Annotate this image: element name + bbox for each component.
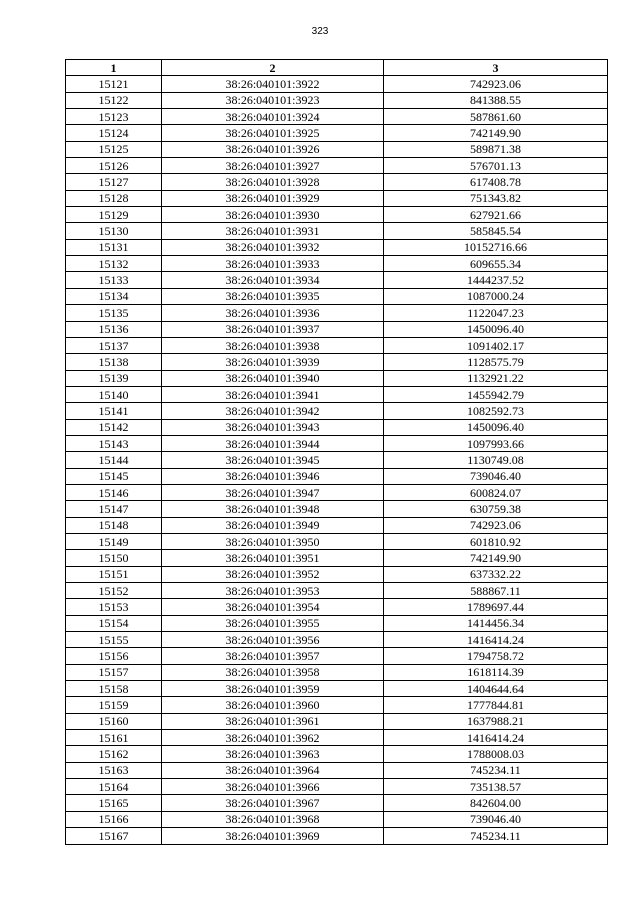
row-number-cell: 15130	[66, 223, 162, 239]
value-cell: 742923.06	[384, 517, 608, 533]
header-row	[66, 60, 608, 76]
value-cell: 1777844.81	[384, 697, 608, 713]
table-row	[66, 681, 608, 697]
value-cell: 1091402.17	[384, 337, 608, 353]
table-row	[66, 452, 608, 468]
cadastral-number-cell: 38:26:040101:3951	[162, 550, 384, 566]
row-number-cell: 15131	[66, 239, 162, 255]
value-cell: 1130749.08	[384, 452, 608, 468]
row-number-cell: 15154	[66, 615, 162, 631]
column-header-1: 1	[66, 60, 162, 76]
row-number-cell: 15166	[66, 811, 162, 827]
row-number-cell: 15132	[66, 256, 162, 272]
value-cell: 745234.11	[384, 828, 608, 844]
cadastral-number-cell: 38:26:040101:3955	[162, 615, 384, 631]
table-row	[66, 141, 608, 157]
row-number-cell: 15149	[66, 533, 162, 549]
row-number-cell: 15137	[66, 337, 162, 353]
value-cell: 739046.40	[384, 468, 608, 484]
table-row	[66, 109, 608, 125]
value-cell: 1097993.66	[384, 435, 608, 451]
row-number-cell: 15160	[66, 713, 162, 729]
cadastral-number-cell: 38:26:040101:3950	[162, 533, 384, 549]
value-cell: 841388.55	[384, 92, 608, 108]
value-cell: 742923.06	[384, 76, 608, 92]
value-cell: 745234.11	[384, 762, 608, 778]
cadastral-number-cell: 38:26:040101:3927	[162, 158, 384, 174]
cadastral-number-cell: 38:26:040101:3932	[162, 239, 384, 255]
row-number-cell: 15144	[66, 452, 162, 468]
value-cell: 1618114.39	[384, 664, 608, 680]
table-row	[66, 811, 608, 827]
value-cell: 1789697.44	[384, 599, 608, 615]
row-number-cell: 15136	[66, 321, 162, 337]
row-number-cell: 15158	[66, 681, 162, 697]
value-cell: 1637988.21	[384, 713, 608, 729]
cadastral-number-cell: 38:26:040101:3960	[162, 697, 384, 713]
value-cell: 1087000.24	[384, 288, 608, 304]
table-row	[66, 125, 608, 141]
row-number-cell: 15163	[66, 762, 162, 778]
cadastral-number-cell: 38:26:040101:3922	[162, 76, 384, 92]
cadastral-number-cell: 38:26:040101:3925	[162, 125, 384, 141]
table-row	[66, 566, 608, 582]
value-cell: 630759.38	[384, 501, 608, 517]
value-cell: 589871.38	[384, 141, 608, 157]
value-cell: 1404644.64	[384, 681, 608, 697]
cadastral-number-cell: 38:26:040101:3958	[162, 664, 384, 680]
cadastral-number-cell: 38:26:040101:3923	[162, 92, 384, 108]
row-number-cell: 15159	[66, 697, 162, 713]
cadastral-number-cell: 38:26:040101:3966	[162, 779, 384, 795]
table-row	[66, 403, 608, 419]
value-cell: 1122047.23	[384, 305, 608, 321]
row-number-cell: 15151	[66, 566, 162, 582]
row-number-cell: 15150	[66, 550, 162, 566]
table-row	[66, 272, 608, 288]
value-cell: 1455942.79	[384, 386, 608, 402]
row-number-cell: 15152	[66, 583, 162, 599]
value-cell: 1082592.73	[384, 403, 608, 419]
row-number-cell: 15134	[66, 288, 162, 304]
value-cell: 627921.66	[384, 207, 608, 223]
page-number: 323	[311, 26, 329, 37]
value-cell: 617408.78	[384, 174, 608, 190]
value-cell: 842604.00	[384, 795, 608, 811]
cadastral-number-cell: 38:26:040101:3969	[162, 828, 384, 844]
cadastral-number-cell: 38:26:040101:3934	[162, 272, 384, 288]
cadastral-number-cell: 38:26:040101:3930	[162, 207, 384, 223]
row-number-cell: 15155	[66, 632, 162, 648]
value-cell: 637332.22	[384, 566, 608, 582]
table-row	[66, 697, 608, 713]
table-header	[66, 60, 608, 76]
row-number-cell: 15138	[66, 354, 162, 370]
cadastral-number-cell: 38:26:040101:3963	[162, 746, 384, 762]
row-number-cell: 15121	[66, 76, 162, 92]
row-number-cell: 15135	[66, 305, 162, 321]
row-number-cell: 15140	[66, 386, 162, 402]
table-row	[66, 76, 608, 92]
table-row	[66, 239, 608, 255]
table-row	[66, 370, 608, 386]
row-number-cell: 15142	[66, 419, 162, 435]
table-row	[66, 501, 608, 517]
table-row	[66, 746, 608, 762]
value-cell: 742149.90	[384, 125, 608, 141]
cadastral-number-cell: 38:26:040101:3957	[162, 648, 384, 664]
cadastral-number-cell: 38:26:040101:3956	[162, 632, 384, 648]
value-cell: 1788008.03	[384, 746, 608, 762]
cadastral-number-cell: 38:26:040101:3945	[162, 452, 384, 468]
table-row	[66, 288, 608, 304]
cadastral-number-cell: 38:26:040101:3967	[162, 795, 384, 811]
table-row	[66, 664, 608, 680]
cadastral-number-cell: 38:26:040101:3937	[162, 321, 384, 337]
table-row	[66, 321, 608, 337]
cadastral-number-cell: 38:26:040101:3962	[162, 730, 384, 746]
table-row	[66, 468, 608, 484]
value-cell: 601810.92	[384, 533, 608, 549]
table-row	[66, 305, 608, 321]
row-number-cell: 15125	[66, 141, 162, 157]
value-cell: 1450096.40	[384, 321, 608, 337]
column-header-3: 3	[384, 60, 608, 76]
cadastral-number-cell: 38:26:040101:3943	[162, 419, 384, 435]
table-row	[66, 337, 608, 353]
table-row	[66, 158, 608, 174]
table-body	[66, 76, 608, 844]
cadastral-number-cell: 38:26:040101:3944	[162, 435, 384, 451]
row-number-cell: 15165	[66, 795, 162, 811]
table-row	[66, 223, 608, 239]
cadastral-number-cell: 38:26:040101:3929	[162, 190, 384, 206]
cadastral-number-cell: 38:26:040101:3939	[162, 354, 384, 370]
table-row	[66, 828, 608, 844]
cadastral-number-cell: 38:26:040101:3947	[162, 484, 384, 500]
table-row	[66, 583, 608, 599]
value-cell: 739046.40	[384, 811, 608, 827]
table-row	[66, 599, 608, 615]
table-row	[66, 92, 608, 108]
cadastral-number-cell: 38:26:040101:3954	[162, 599, 384, 615]
row-number-cell: 15123	[66, 109, 162, 125]
row-number-cell: 15161	[66, 730, 162, 746]
cadastral-number-cell: 38:26:040101:3935	[162, 288, 384, 304]
cadastral-number-cell: 38:26:040101:3942	[162, 403, 384, 419]
table-row	[66, 795, 608, 811]
row-number-cell: 15148	[66, 517, 162, 533]
value-cell: 600824.07	[384, 484, 608, 500]
row-number-cell: 15141	[66, 403, 162, 419]
row-number-cell: 15139	[66, 370, 162, 386]
cadastral-number-cell: 38:26:040101:3964	[162, 762, 384, 778]
row-number-cell: 15129	[66, 207, 162, 223]
row-number-cell: 15124	[66, 125, 162, 141]
value-cell: 1132921.22	[384, 370, 608, 386]
value-cell: 1128575.79	[384, 354, 608, 370]
row-number-cell: 15156	[66, 648, 162, 664]
row-number-cell: 15133	[66, 272, 162, 288]
column-header-2: 2	[162, 60, 384, 76]
table-row	[66, 207, 608, 223]
table-row	[66, 615, 608, 631]
row-number-cell: 15164	[66, 779, 162, 795]
table-row	[66, 190, 608, 206]
cadastral-number-cell: 38:26:040101:3940	[162, 370, 384, 386]
cadastral-number-cell: 38:26:040101:3949	[162, 517, 384, 533]
table-row	[66, 550, 608, 566]
cadastral-number-cell: 38:26:040101:3952	[162, 566, 384, 582]
table-row	[66, 632, 608, 648]
cadastral-number-cell: 38:26:040101:3931	[162, 223, 384, 239]
cadastral-number-cell: 38:26:040101:3933	[162, 256, 384, 272]
row-number-cell: 15143	[66, 435, 162, 451]
table-row	[66, 713, 608, 729]
value-cell: 1414456.34	[384, 615, 608, 631]
cadastral-number-cell: 38:26:040101:3946	[162, 468, 384, 484]
value-cell: 588867.11	[384, 583, 608, 599]
cadastral-number-cell: 38:26:040101:3953	[162, 583, 384, 599]
row-number-cell: 15145	[66, 468, 162, 484]
data-table	[65, 59, 608, 845]
value-cell: 742149.90	[384, 550, 608, 566]
value-cell: 1416414.24	[384, 730, 608, 746]
value-cell: 1444237.52	[384, 272, 608, 288]
table-row	[66, 517, 608, 533]
cadastral-number-cell: 38:26:040101:3941	[162, 386, 384, 402]
cadastral-number-cell: 38:26:040101:3938	[162, 337, 384, 353]
value-cell: 1450096.40	[384, 419, 608, 435]
cadastral-number-cell: 38:26:040101:3968	[162, 811, 384, 827]
row-number-cell: 15122	[66, 92, 162, 108]
cadastral-number-cell: 38:26:040101:3948	[162, 501, 384, 517]
value-cell: 585845.54	[384, 223, 608, 239]
row-number-cell: 15128	[66, 190, 162, 206]
table-row	[66, 256, 608, 272]
value-cell: 609655.34	[384, 256, 608, 272]
table-row	[66, 386, 608, 402]
cadastral-number-cell: 38:26:040101:3928	[162, 174, 384, 190]
table-row	[66, 435, 608, 451]
cadastral-number-cell: 38:26:040101:3959	[162, 681, 384, 697]
cadastral-number-cell: 38:26:040101:3936	[162, 305, 384, 321]
value-cell: 587861.60	[384, 109, 608, 125]
row-number-cell: 15146	[66, 484, 162, 500]
row-number-cell: 15162	[66, 746, 162, 762]
table-row	[66, 174, 608, 190]
row-number-cell: 15157	[66, 664, 162, 680]
value-cell: 576701.13	[384, 158, 608, 174]
row-number-cell: 15153	[66, 599, 162, 615]
value-cell: 1794758.72	[384, 648, 608, 664]
table-row	[66, 419, 608, 435]
table-row	[66, 779, 608, 795]
table-row	[66, 648, 608, 664]
cadastral-number-cell: 38:26:040101:3924	[162, 109, 384, 125]
cadastral-number-cell: 38:26:040101:3961	[162, 713, 384, 729]
value-cell: 1416414.24	[384, 632, 608, 648]
table-row	[66, 533, 608, 549]
table-row	[66, 354, 608, 370]
row-number-cell: 15147	[66, 501, 162, 517]
cadastral-number-cell: 38:26:040101:3926	[162, 141, 384, 157]
table-row	[66, 484, 608, 500]
row-number-cell: 15126	[66, 158, 162, 174]
table-row	[66, 730, 608, 746]
row-number-cell: 15127	[66, 174, 162, 190]
row-number-cell: 15167	[66, 828, 162, 844]
value-cell: 751343.82	[384, 190, 608, 206]
value-cell: 735138.57	[384, 779, 608, 795]
table-row	[66, 762, 608, 778]
value-cell: 10152716.66	[384, 239, 608, 255]
